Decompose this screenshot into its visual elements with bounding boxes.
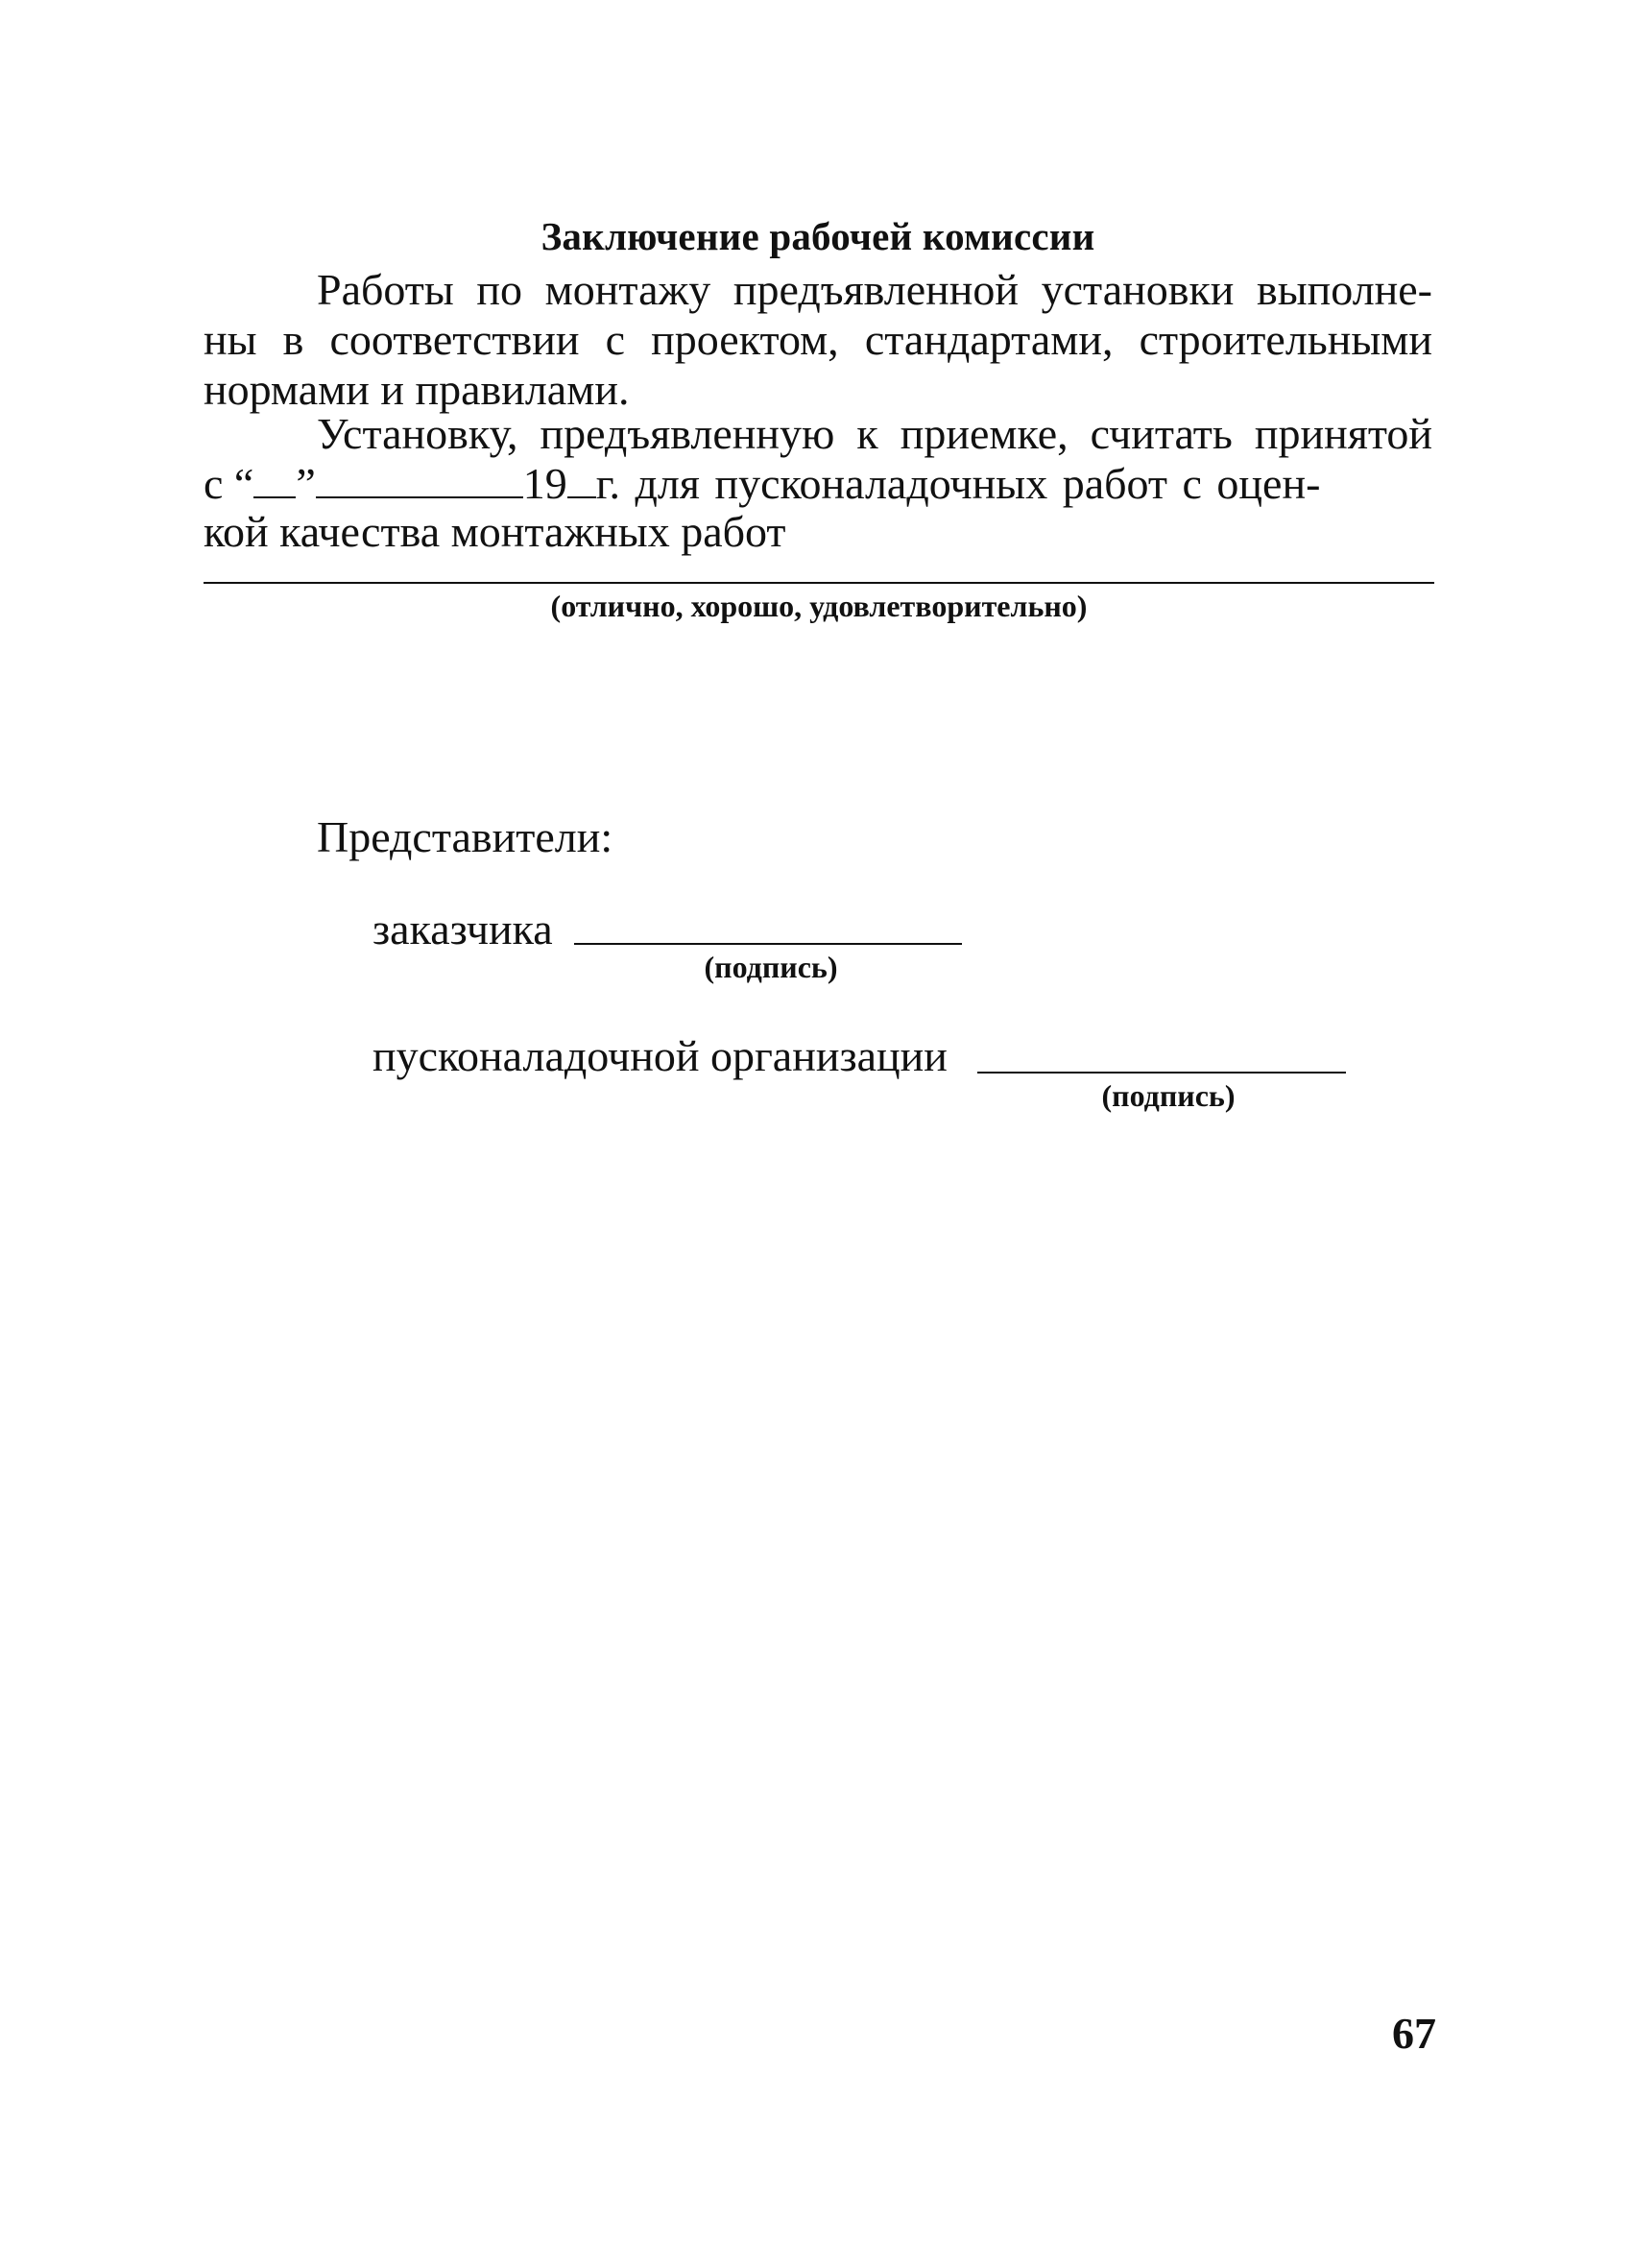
paragraph-2-line-1: Установку, предъявленную к приемке, считать принятой — [317, 409, 1432, 458]
paragraph-2-line-2 — [204, 459, 1434, 509]
quality-rating-line — [204, 582, 1434, 584]
commissioning-signature-caption: (подпись) — [1101, 1078, 1236, 1113]
document-title: Заключение рабочей комиссии — [540, 214, 1095, 258]
date-open-quote: с “ — [204, 459, 254, 508]
paragraph-1-line-2: ны в соответствии с проектом, стандартами, строительными — [204, 315, 1432, 364]
quality-rating-caption: (отлично, хорошо, удовлетворительно) — [550, 589, 1088, 623]
year-blank — [567, 462, 596, 498]
customer-signature-caption: (подпись) — [704, 950, 838, 984]
paragraph-1-line-3: нормами и правилами. — [204, 365, 630, 414]
paragraph-2-line-3: кой качества монтажных работ — [204, 507, 786, 556]
paragraph-1-line-1: Работы по монтажу предъявленной установки выполне- — [317, 265, 1432, 314]
page-number: 67 — [1392, 2009, 1436, 2058]
day-blank — [253, 462, 296, 498]
customer-label: заказчика — [372, 905, 553, 953]
year-prefix: 19 — [522, 459, 567, 508]
commissioning-signature-line — [977, 1072, 1346, 1074]
paragraph-2-line-2-suffix: г. для пусконаладочных работ с оцен- — [595, 459, 1321, 508]
representatives-heading: Представители: — [317, 812, 613, 861]
month-blank — [316, 462, 523, 498]
customer-signature-line — [574, 943, 962, 945]
commissioning-organization-label: пусконаладочной организации — [372, 1031, 948, 1080]
date-close-quote: ” — [296, 459, 316, 508]
